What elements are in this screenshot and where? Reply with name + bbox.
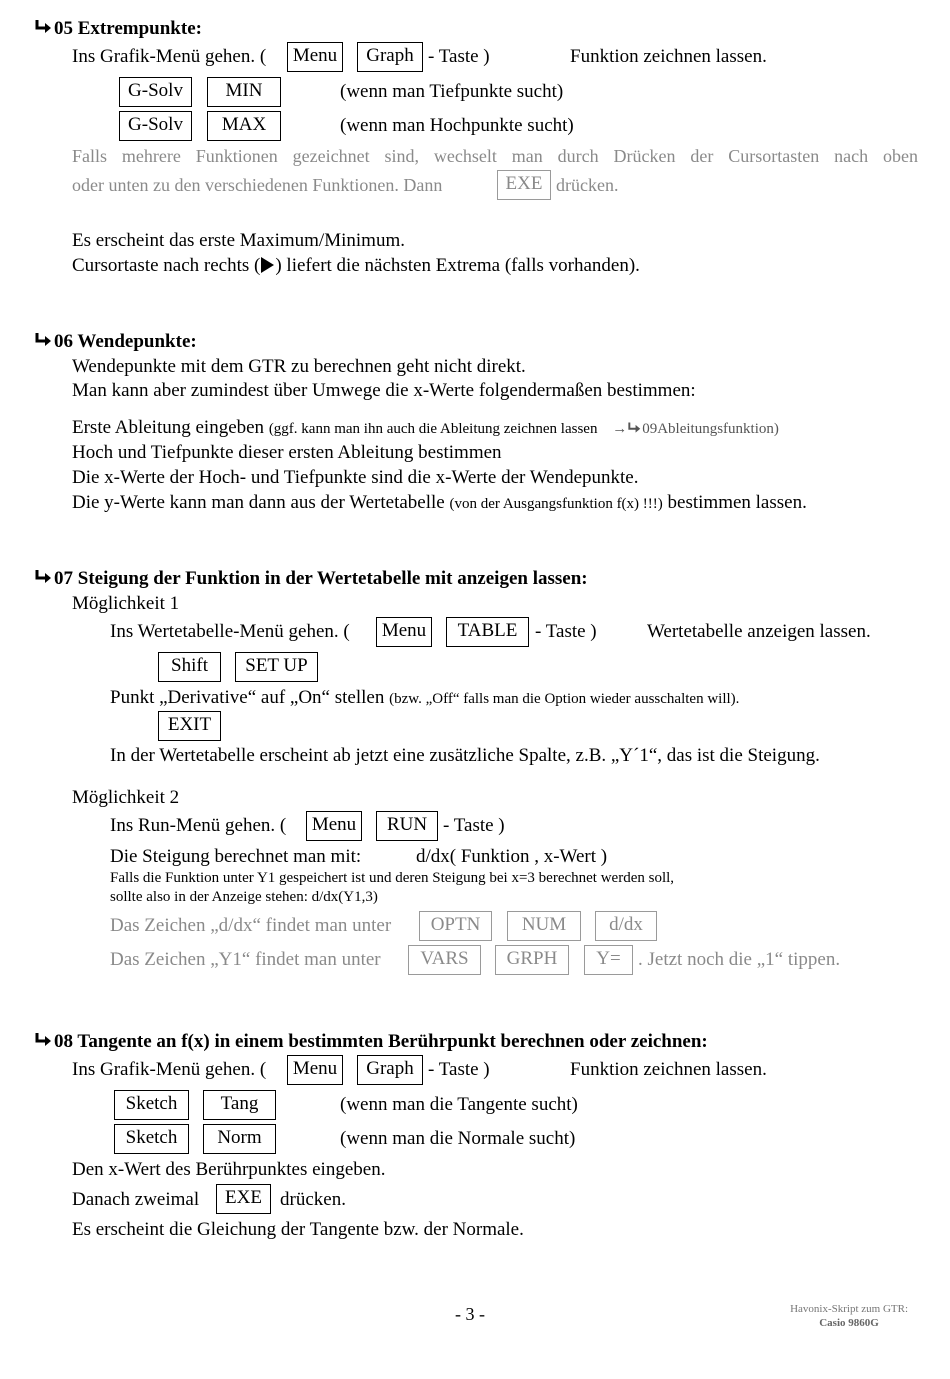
s08-equation-line: Es erscheint die Gleichung der Tangente bzw. der Normale. xyxy=(72,1219,524,1240)
s06-line4: Hoch und Tiefpunkte dieser ersten Ableitung bestimmen xyxy=(72,442,502,463)
table-key: TABLE xyxy=(446,617,529,647)
s05-draw-text: Funktion zeichnen lassen. xyxy=(570,46,767,67)
norm-key: Norm xyxy=(203,1124,276,1154)
s05-grey-line2: oder unten zu den verschiedenen Funktionen. Dann xyxy=(72,175,443,195)
s07-y1-note-1: Falls die Funktion unter Y1 gespeichert ist und deren Steigung bei x=3 berechnet werden soll, xyxy=(110,870,675,886)
hook-arrow-icon xyxy=(627,418,642,437)
s05-first-extremum: Es erscheint das erste Maximum/Minimum. xyxy=(72,230,405,251)
s07-m2-line1: Ins Run-Menü gehen. ( xyxy=(110,815,287,836)
s07-column-line: In der Wertetabelle erscheint ab jetzt eine zusätzliche Spalte, z.B. „Y´1“, das ist die Steigung. xyxy=(110,745,820,766)
s07-taste-text: - Taste ) xyxy=(535,621,597,642)
gsolv-key: G-Solv xyxy=(119,111,192,141)
hook-arrow-icon xyxy=(34,331,54,351)
s07-type-1-text: . Jetzt noch die „1“ tippen. xyxy=(638,949,841,970)
page-number: - 3 - xyxy=(455,1304,485,1324)
s07-y1-line: Das Zeichen „Y1“ findet man unter xyxy=(110,949,381,970)
s08-line1-text: Ins Grafik-Menü gehen. ( xyxy=(72,1059,267,1080)
section-07-heading: 07 Steigung der Funktion in der Wertetabelle mit anzeigen lassen: xyxy=(34,568,588,588)
y-equals-key: Y= xyxy=(584,945,633,975)
shift-key: Shift xyxy=(158,652,221,682)
gsolv-key: G-Solv xyxy=(119,77,192,107)
num-key: NUM xyxy=(507,911,581,941)
s06-line3: Erste Ableitung eingeben (ggf. kann man ihn auch die Ableitung zeichnen lassen → 09Ableitungsfunktion) xyxy=(72,417,779,438)
sketch-key: Sketch xyxy=(114,1124,189,1154)
s08-taste-text: - Taste ) xyxy=(428,1059,490,1080)
s07-y1-note-2: sollte also in der Anzeige stehen: d/dx(Y1,3) xyxy=(110,889,378,905)
s06-line1: Wendepunkte mit dem GTR zu berechnen geht nicht direkt. xyxy=(72,356,526,377)
s07-slope-formula: d/dx( Funktion , x-Wert ) xyxy=(416,846,608,867)
footer-brand: Havonix-Skript zum GTR: Casio 9860G xyxy=(790,1303,908,1329)
s07-m1-line1: Ins Wertetabelle-Menü gehen. ( xyxy=(110,621,350,642)
s07-derivative-line: Punkt „Derivative“ auf „On“ stellen (bzw. „Off“ falls man die Option wieder ausschalten will). xyxy=(110,687,740,708)
vars-key: VARS xyxy=(408,945,481,975)
section-05-heading: 05 Extrempunkte: xyxy=(34,18,202,38)
tang-key: Tang xyxy=(203,1090,276,1120)
sketch-key: Sketch xyxy=(114,1090,189,1120)
s08-press-text: drücken. xyxy=(280,1189,346,1210)
s05-line1-text: Ins Grafik-Menü gehen. ( xyxy=(72,46,267,67)
menu-key: Menu xyxy=(287,42,343,72)
run-key: RUN xyxy=(376,811,438,841)
exit-key: EXIT xyxy=(158,711,221,741)
s05-grey-line1: Falls mehrere Funktionen gezeichnet sind, wechselt man durch Drücken der Cursortasten nach oben xyxy=(72,146,918,166)
exe-key: EXE xyxy=(497,170,551,200)
s07-slope-line: Die Steigung berechnet man mit: xyxy=(110,846,362,867)
ddx-key: d/dx xyxy=(595,911,657,941)
option-1-label: Möglichkeit 1 xyxy=(72,593,180,614)
menu-key: Menu xyxy=(287,1055,343,1085)
s05-taste-text: - Taste ) xyxy=(428,46,490,67)
hook-arrow-icon xyxy=(34,18,54,38)
right-arrow-icon xyxy=(261,257,274,273)
hook-arrow-icon xyxy=(34,1031,54,1051)
option-2-label: Möglichkeit 2 xyxy=(72,787,180,808)
s07-ddx-line: Das Zeichen „d/dx“ findet man unter xyxy=(110,915,392,936)
optn-key: OPTN xyxy=(419,911,492,941)
tang-note: (wenn man die Tangente sucht) xyxy=(340,1094,578,1115)
s07-m2-taste-text: - Taste ) xyxy=(443,815,505,836)
menu-key: Menu xyxy=(376,617,432,647)
min-key: MIN xyxy=(207,77,281,107)
s05-grey-line2-end: drücken. xyxy=(556,175,619,195)
graph-key: Graph xyxy=(357,42,423,72)
graph-key: Graph xyxy=(357,1055,423,1085)
s08-twice-text: Danach zweimal xyxy=(72,1189,200,1210)
hook-arrow-icon xyxy=(34,568,54,588)
s08-draw-text: Funktion zeichnen lassen. xyxy=(570,1059,767,1080)
max-note: (wenn man Hochpunkte sucht) xyxy=(340,115,574,136)
s06-line6: Die y-Werte kann man dann aus der Wertetabelle (von der Ausgangsfunktion f(x) !!!) bestimmen lassen. xyxy=(72,492,807,513)
min-note: (wenn man Tiefpunkte sucht) xyxy=(340,81,564,102)
max-key: MAX xyxy=(207,111,281,141)
exe-key: EXE xyxy=(216,1184,271,1214)
grph-key: GRPH xyxy=(495,945,569,975)
setup-key: SET UP xyxy=(235,652,318,682)
s06-line2: Man kann aber zumindest über Umwege die x-Werte folgendermaßen bestimmen: xyxy=(72,380,696,401)
s05-cursor-line: Cursortaste nach rechts ( ) liefert die nächsten Extrema (falls vorhanden). xyxy=(72,255,640,276)
section-06-heading: 06 Wendepunkte: xyxy=(34,331,197,351)
norm-note: (wenn man die Normale sucht) xyxy=(340,1128,576,1149)
section-08-heading: 08 Tangente an f(x) in einem bestimmten Berührpunkt berechnen oder zeichnen: xyxy=(34,1031,708,1051)
s07-table-text: Wertetabelle anzeigen lassen. xyxy=(647,621,871,642)
s08-xvalue-line: Den x-Wert des Berührpunktes eingeben. xyxy=(72,1159,386,1180)
menu-key: Menu xyxy=(306,811,362,841)
s06-line5: Die x-Werte der Hoch- und Tiefpunkte sind die x-Werte der Wendepunkte. xyxy=(72,467,639,488)
